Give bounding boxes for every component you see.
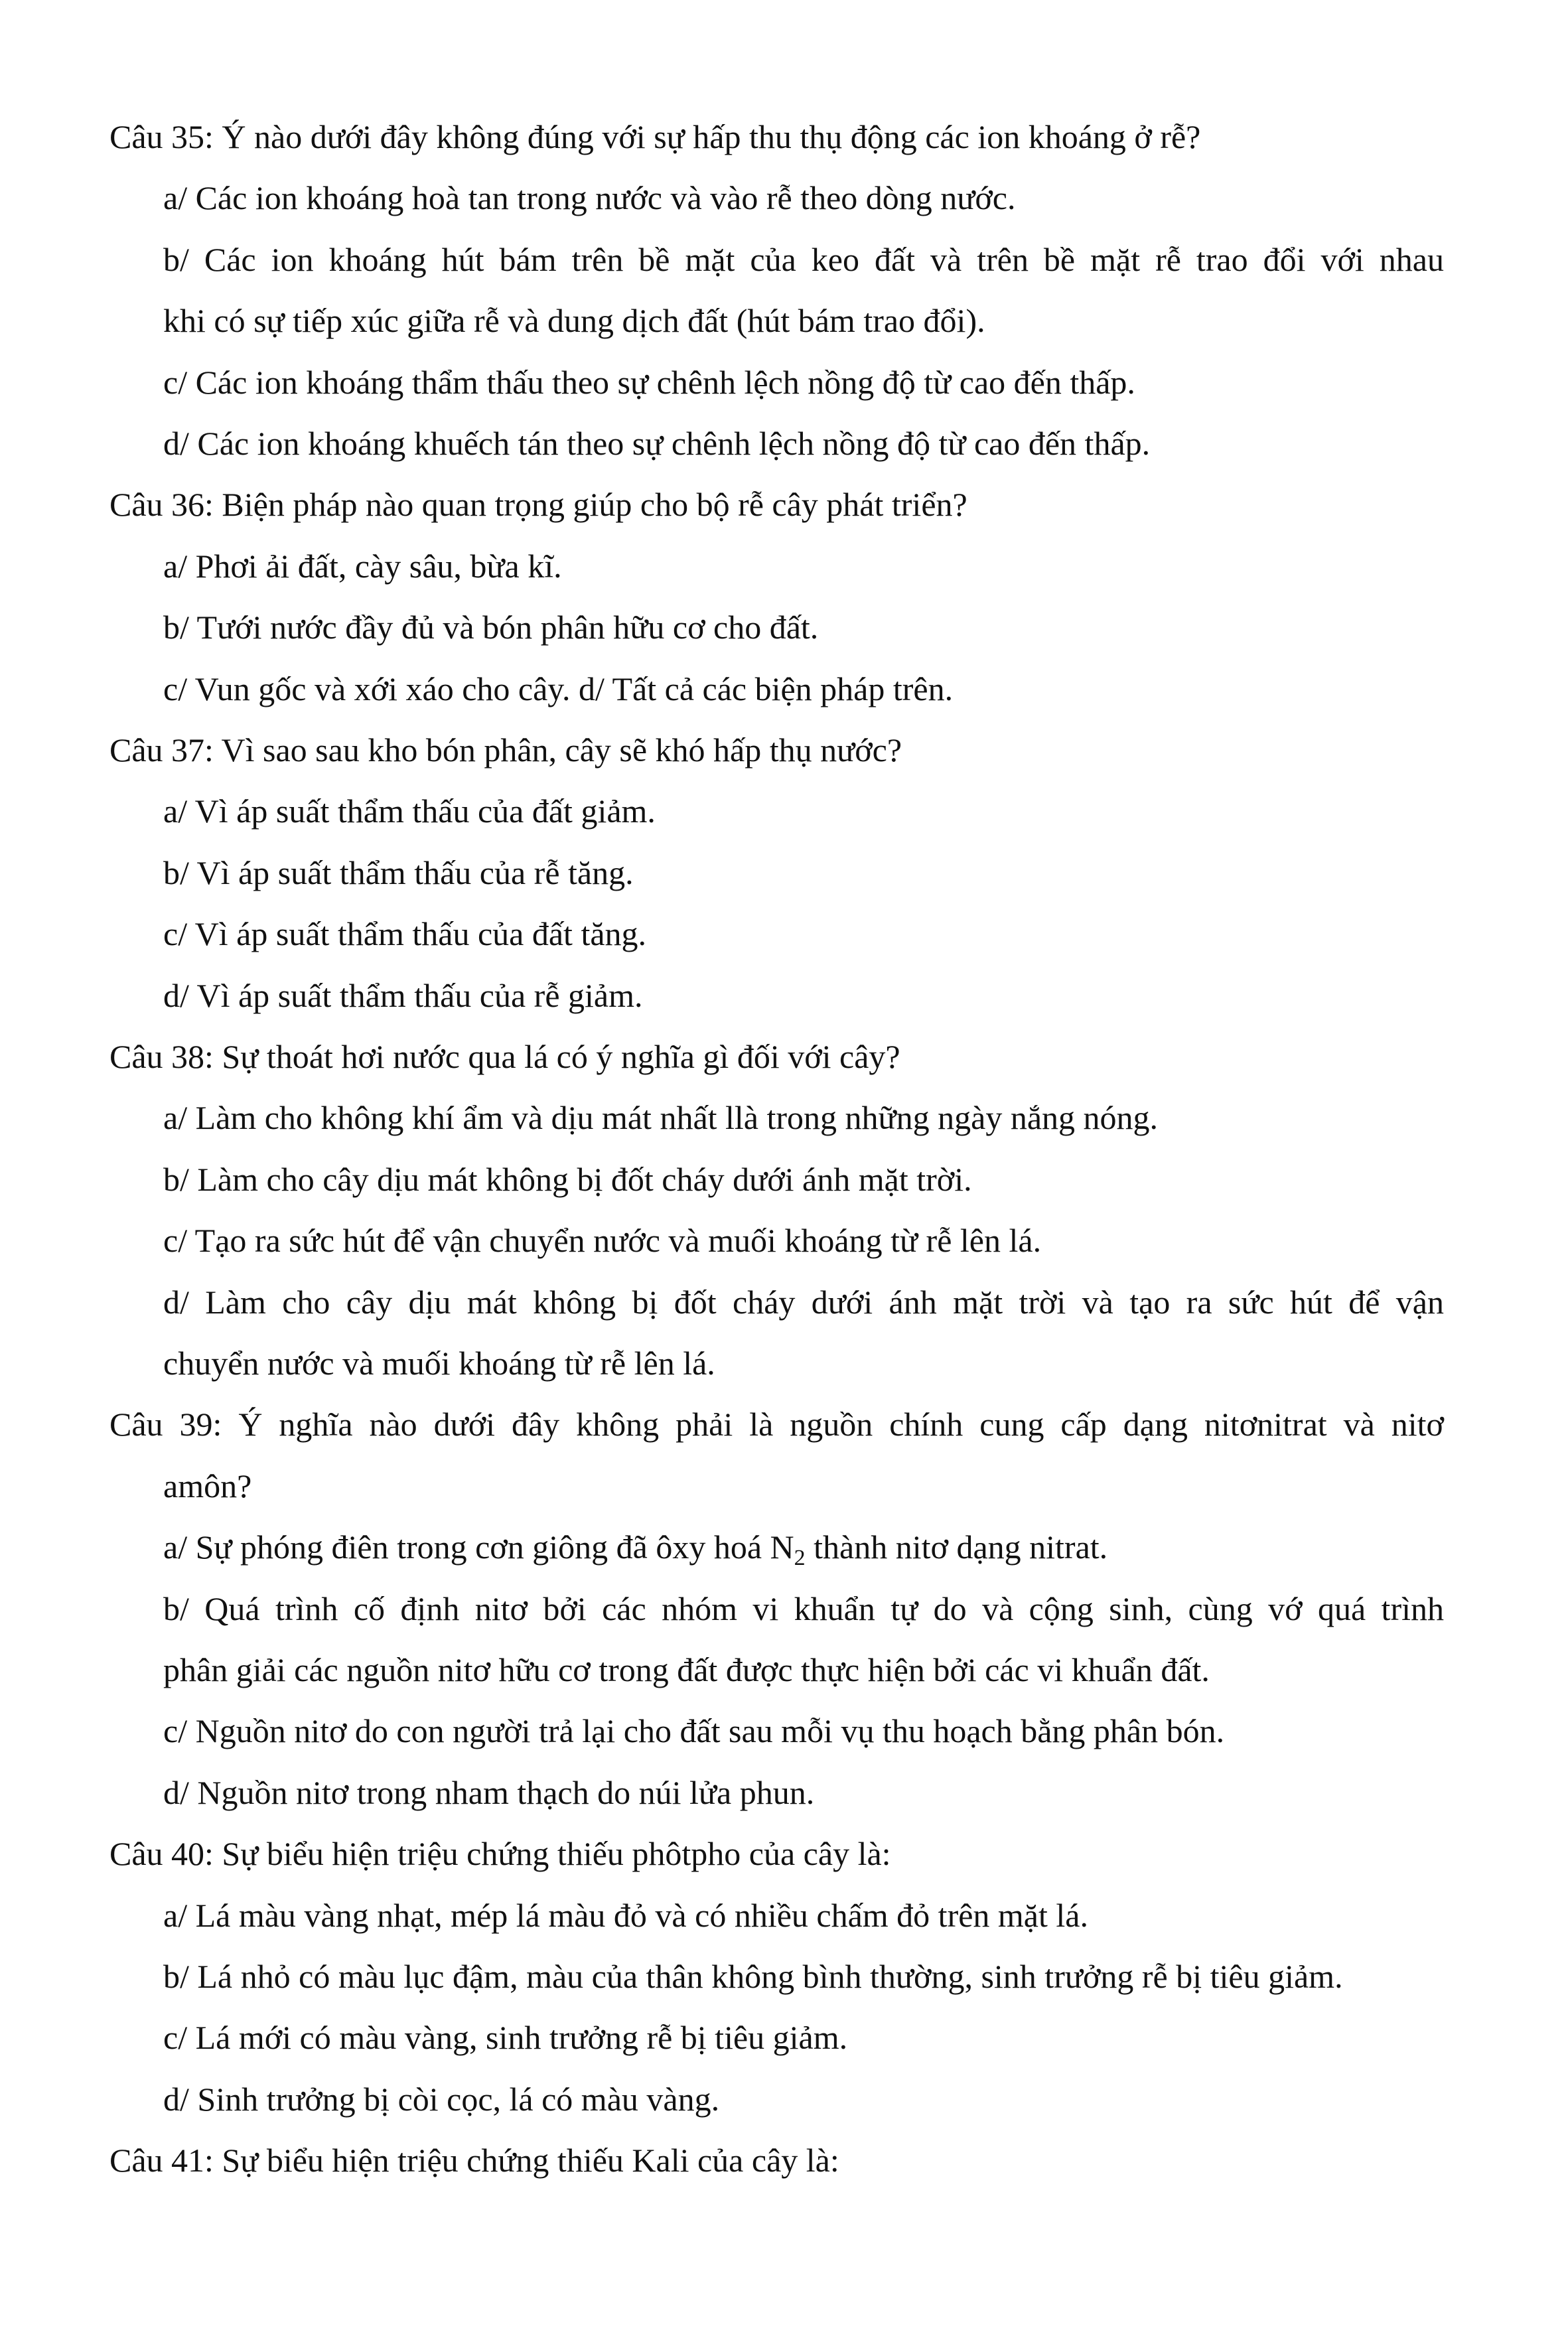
question-36-title: Câu 36: Biện pháp nào quan trọng giúp cho bộ rễ cây phát triển? [109, 486, 967, 523]
question-40-option-a: a/ Lá màu vàng nhạt, mép lá màu đỏ và có nhiều chấm đỏ trên mặt lá. [163, 1897, 1088, 1934]
question-38-option-c: c/ Tạo ra sức hút để vận chuyển nước và muối khoáng từ rễ lên lá. [163, 1222, 1042, 1259]
question-37-title: Câu 37: Vì sao sau kho bón phân, cây sẽ khó hấp thụ nước? [109, 731, 902, 769]
question-38-option-d-cont: chuyển nước và muối khoáng từ rễ lên lá. [163, 1345, 715, 1382]
question-39-option-b: b/ Quá trình cố định nitơ bởi các nhóm vi khuẩn tự do và cộng sinh, cùng vớ quá trình [163, 1590, 1444, 1627]
question-35-title: Câu 35: Ý nào dưới đây không đúng với sự hấp thu thụ động các ion khoáng ở rễ? [109, 118, 1201, 155]
question-36-option-c-d: c/ Vun gốc và xới xáo cho cây. d/ Tất cả các biện pháp trên. [163, 670, 954, 707]
question-37-option-b: b/ Vì áp suất thẩm thấu của rễ tăng. [163, 854, 634, 891]
question-39-title-cont: amôn? [163, 1467, 252, 1505]
question-36-option-b: b/ Tưới nước đầy đủ và bón phân hữu cơ cho đất. [163, 609, 819, 646]
question-35-option-b: b/ Các ion khoáng hút bám trên bề mặt của keo đất và trên bề mặt rễ trao đổi với nhau [163, 241, 1444, 278]
question-37-option-d: d/ Vì áp suất thẩm thấu của rễ giảm. [163, 977, 643, 1014]
question-35-option-a: a/ Các ion khoáng hoà tan trong nước và vào rễ theo dòng nước. [163, 179, 1016, 216]
question-38-option-a: a/ Làm cho không khí ẩm và dịu mát nhất llà trong những ngày nắng nóng. [163, 1099, 1159, 1136]
question-39-option-c: c/ Nguồn nitơ do con người trả lại cho đất sau mỗi vụ thu hoạch bằng phân bón. [163, 1712, 1225, 1749]
question-40-option-b: b/ Lá nhỏ có màu lục đậm, màu của thân không bình thường, sinh trưởng rễ bị tiêu giảm. [163, 1958, 1343, 1995]
question-35-option-d: d/ Các ion khoáng khuếch tán theo sự chênh lệch nồng độ từ cao đến thấp. [163, 425, 1151, 462]
question-35-option-b-cont: khi có sự tiếp xúc giữa rễ và dung dịch đất (hút bám trao đổi). [163, 302, 985, 339]
question-40-option-c: c/ Lá mới có màu vàng, sinh trưởng rễ bị tiêu giảm. [163, 2019, 848, 2056]
question-37-option-c: c/ Vì áp suất thẩm thấu của đất tăng. [163, 915, 647, 952]
question-38-title: Câu 38: Sự thoát hơi nước qua lá có ý nghĩa gì đối với cây? [109, 1038, 900, 1075]
question-38-option-b: b/ Làm cho cây dịu mát không bị đốt cháy dưới ánh mặt trời. [163, 1161, 972, 1198]
question-39-title: Câu 39: Ý nghĩa nào dưới đây không phải là nguồn chính cung cấp dạng nitơnitrat và nitơ [109, 1406, 1444, 1443]
question-38-option-d: d/ Làm cho cây dịu mát không bị đốt cháy dưới ánh mặt trời và tạo ra sức hút để vận [163, 1284, 1444, 1321]
question-36-option-a: a/ Phơi ải đất, cày sâu, bừa kĩ. [163, 548, 562, 585]
question-35-option-c: c/ Các ion khoáng thẩm thấu theo sự chênh lệch nồng độ từ cao đến thấp. [163, 364, 1135, 401]
question-39-option-a-text: a/ Sự phóng điên trong cơn giông đã ôxy hoá N [163, 1528, 794, 1566]
question-39-option-a-tail: thành nitơ dạng nitrat. [805, 1528, 1108, 1566]
question-39-option-b-cont: phân giải các nguồn nitơ hữu cơ trong đất được thực hiện bởi các vi khuẩn đất. [163, 1651, 1210, 1688]
question-40-option-d: d/ Sinh trưởng bị còi cọc, lá có màu vàng. [163, 2081, 720, 2118]
question-37-option-a: a/ Vì áp suất thẩm thấu của đất giảm. [163, 792, 656, 830]
question-40-title: Câu 40: Sự biểu hiện triệu chứng thiếu phôtpho của cây là: [109, 1835, 891, 1872]
question-39-option-a [163, 1527, 1108, 1570]
subscript-2: 2 [794, 1546, 806, 1570]
question-41-title: Câu 41: Sự biểu hiện triệu chứng thiếu Kali của cây là: [109, 2142, 839, 2179]
question-39-option-d: d/ Nguồn nitơ trong nham thạch do núi lửa phun. [163, 1774, 815, 1811]
